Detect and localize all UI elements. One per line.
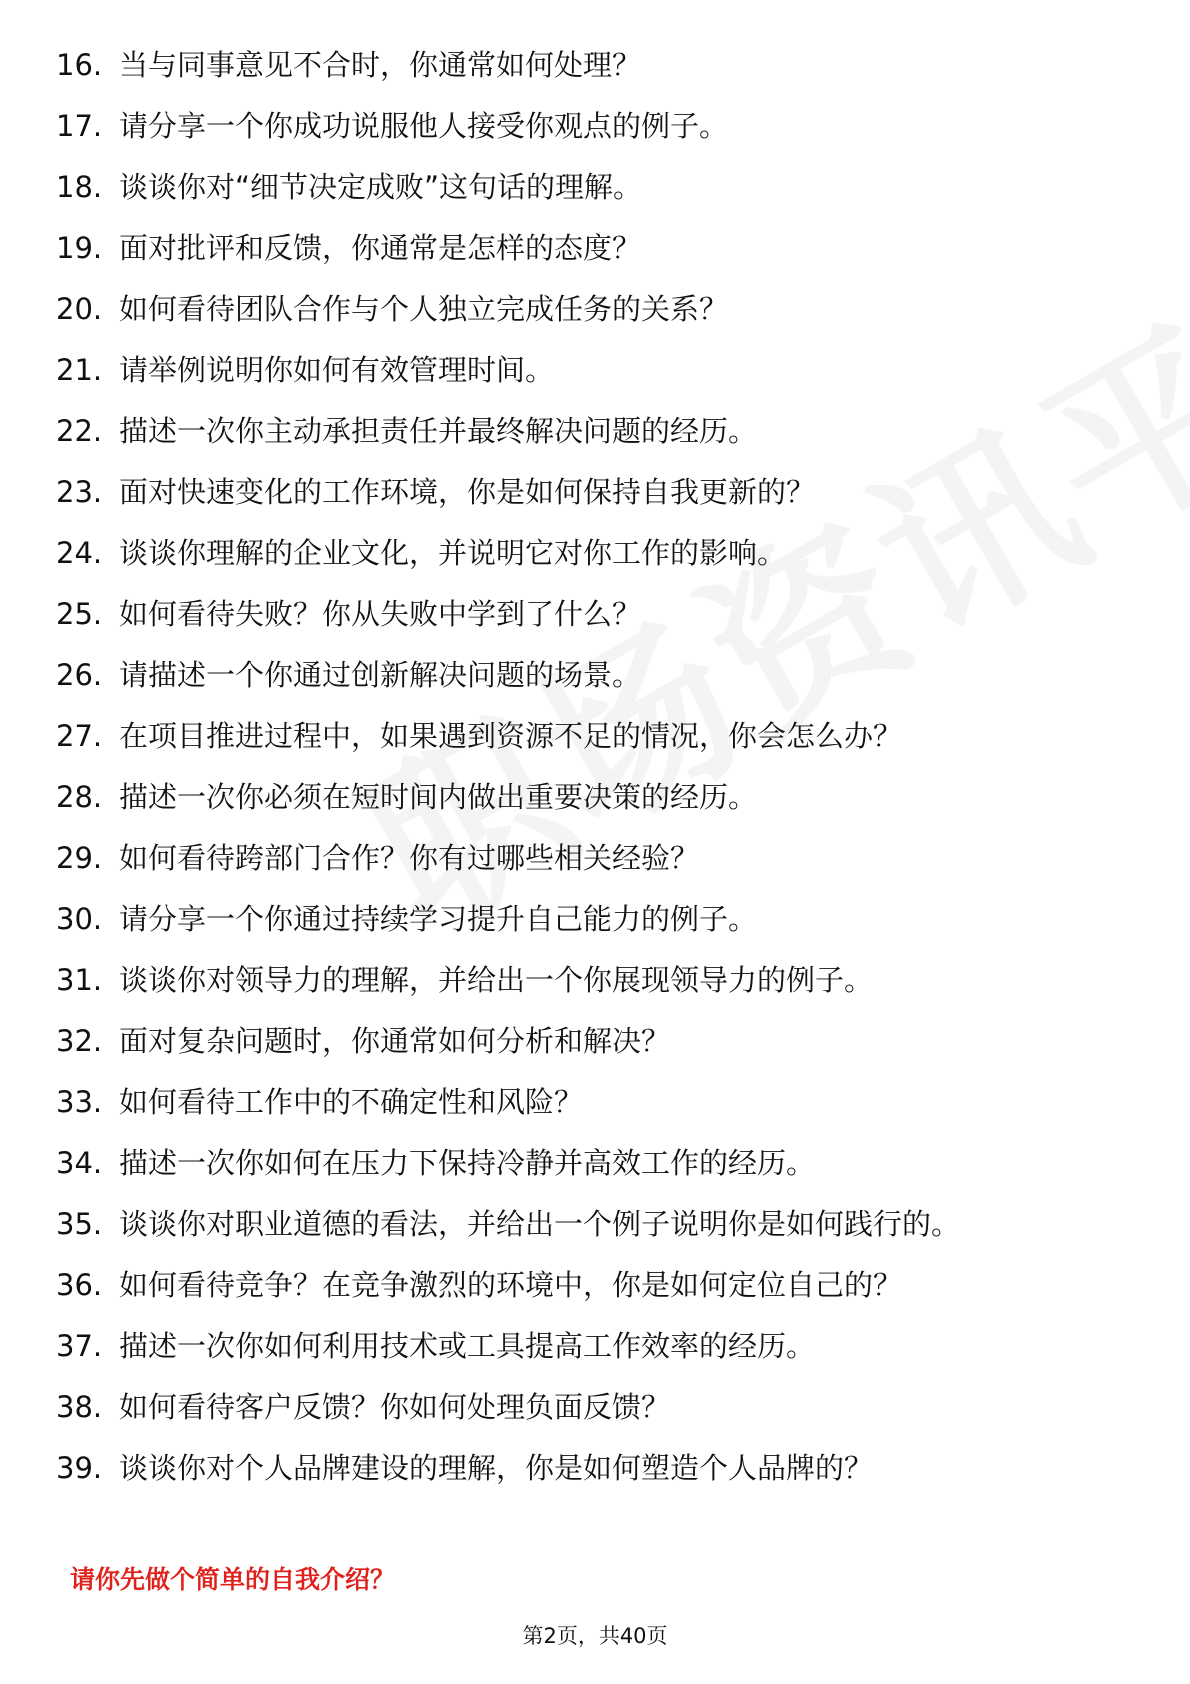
question-number: 37. <box>56 1329 103 1363</box>
list-item <box>56 473 1096 511</box>
list-item <box>56 412 1096 450</box>
list-item <box>56 1022 1096 1060</box>
question-text: 面对快速变化的工作环境，你是如何保持自我更新的？ <box>119 475 816 509</box>
question-text: 谈谈你理解的企业文化，并说明它对你工作的影响。 <box>119 536 787 570</box>
question-number: 22. <box>56 414 103 448</box>
question-number: 21. <box>56 353 103 387</box>
question-text: 如何看待竞争？在竞争激烈的环境中，你是如何定位自己的？ <box>119 1268 903 1302</box>
question-text: 如何看待工作中的不确定性和风险？ <box>119 1085 584 1119</box>
question-number: 39. <box>56 1451 103 1485</box>
question-text: 请分享一个你成功说服他人接受你观点的例子。 <box>119 109 729 143</box>
question-text: 请分享一个你通过持续学习提升自己能力的例子。 <box>119 902 758 936</box>
question-text: 谈谈你对领导力的理解，并给出一个你展现领导力的例子。 <box>119 963 874 997</box>
list-item <box>56 1083 1096 1121</box>
question-number: 35. <box>56 1207 103 1241</box>
question-text: 当与同事意见不合时，你通常如何处理？ <box>119 48 642 82</box>
intro-heading: 请你先做个简单的自我介绍？ <box>70 1565 396 1594</box>
question-text: 谈谈你对“细节决定成败”这句话的理解。 <box>119 170 643 204</box>
list-item <box>56 839 1096 877</box>
question-number: 16. <box>56 48 103 82</box>
question-list <box>56 46 1096 1510</box>
question-text: 请描述一个你通过创新解决问题的场景。 <box>119 658 642 692</box>
question-text: 面对批评和反馈，你通常是怎样的态度？ <box>119 231 642 265</box>
list-item <box>56 656 1096 694</box>
question-text: 谈谈你对个人品牌建设的理解，你是如何塑造个人品牌的？ <box>119 1451 874 1485</box>
list-item <box>56 290 1096 328</box>
list-item <box>56 534 1096 572</box>
list-item <box>56 1449 1096 1487</box>
question-text: 面对复杂问题时，你通常如何分析和解决？ <box>119 1024 671 1058</box>
question-number: 23. <box>56 475 103 509</box>
list-item <box>56 778 1096 816</box>
question-text: 如何看待跨部门合作？你有过哪些相关经验？ <box>119 841 700 875</box>
question-text: 谈谈你对职业道德的看法，并给出一个例子说明你是如何践行的。 <box>119 1207 961 1241</box>
list-item <box>56 1144 1096 1182</box>
question-text: 在项目推进过程中，如果遇到资源不足的情况，你会怎么办？ <box>119 719 903 753</box>
question-number: 26. <box>56 658 103 692</box>
list-item <box>56 1205 1096 1243</box>
question-number: 24. <box>56 536 103 570</box>
question-text: 描述一次你主动承担责任并最终解决问题的经历。 <box>119 414 758 448</box>
list-item <box>56 168 1096 206</box>
question-number: 38. <box>56 1390 103 1424</box>
question-number: 33. <box>56 1085 103 1119</box>
list-item <box>56 595 1096 633</box>
question-number: 25. <box>56 597 103 631</box>
list-item <box>56 1388 1096 1426</box>
question-text: 如何看待失败？你从失败中学到了什么？ <box>119 597 642 631</box>
question-number: 28. <box>56 780 103 814</box>
list-item <box>56 900 1096 938</box>
list-item <box>56 1266 1096 1304</box>
list-item <box>56 1327 1096 1365</box>
list-item <box>56 229 1096 267</box>
list-item <box>56 351 1096 389</box>
question-number: 19. <box>56 231 103 265</box>
question-text: 描述一次你必须在短时间内做出重要决策的经历。 <box>119 780 758 814</box>
question-number: 29. <box>56 841 103 875</box>
list-item <box>56 46 1096 84</box>
page-number: 第2页，共40页 <box>522 1624 668 1648</box>
question-number: 20. <box>56 292 103 326</box>
question-number: 31. <box>56 963 103 997</box>
question-number: 30. <box>56 902 103 936</box>
question-number: 27. <box>56 719 103 753</box>
question-text: 描述一次你如何在压力下保持冷静并高效工作的经历。 <box>119 1146 816 1180</box>
question-text: 如何看待团队合作与个人独立完成任务的关系？ <box>119 292 729 326</box>
question-number: 17. <box>56 109 103 143</box>
list-item <box>56 717 1096 755</box>
list-item <box>56 961 1096 999</box>
question-number: 18. <box>56 170 103 204</box>
question-text: 如何看待客户反馈？你如何处理负面反馈？ <box>119 1390 671 1424</box>
question-text: 请举例说明你如何有效管理时间。 <box>119 353 555 387</box>
question-number: 36. <box>56 1268 103 1302</box>
question-text: 描述一次你如何利用技术或工具提高工作效率的经历。 <box>119 1329 816 1363</box>
question-number: 34. <box>56 1146 103 1180</box>
question-number: 32. <box>56 1024 103 1058</box>
list-item <box>56 107 1096 145</box>
